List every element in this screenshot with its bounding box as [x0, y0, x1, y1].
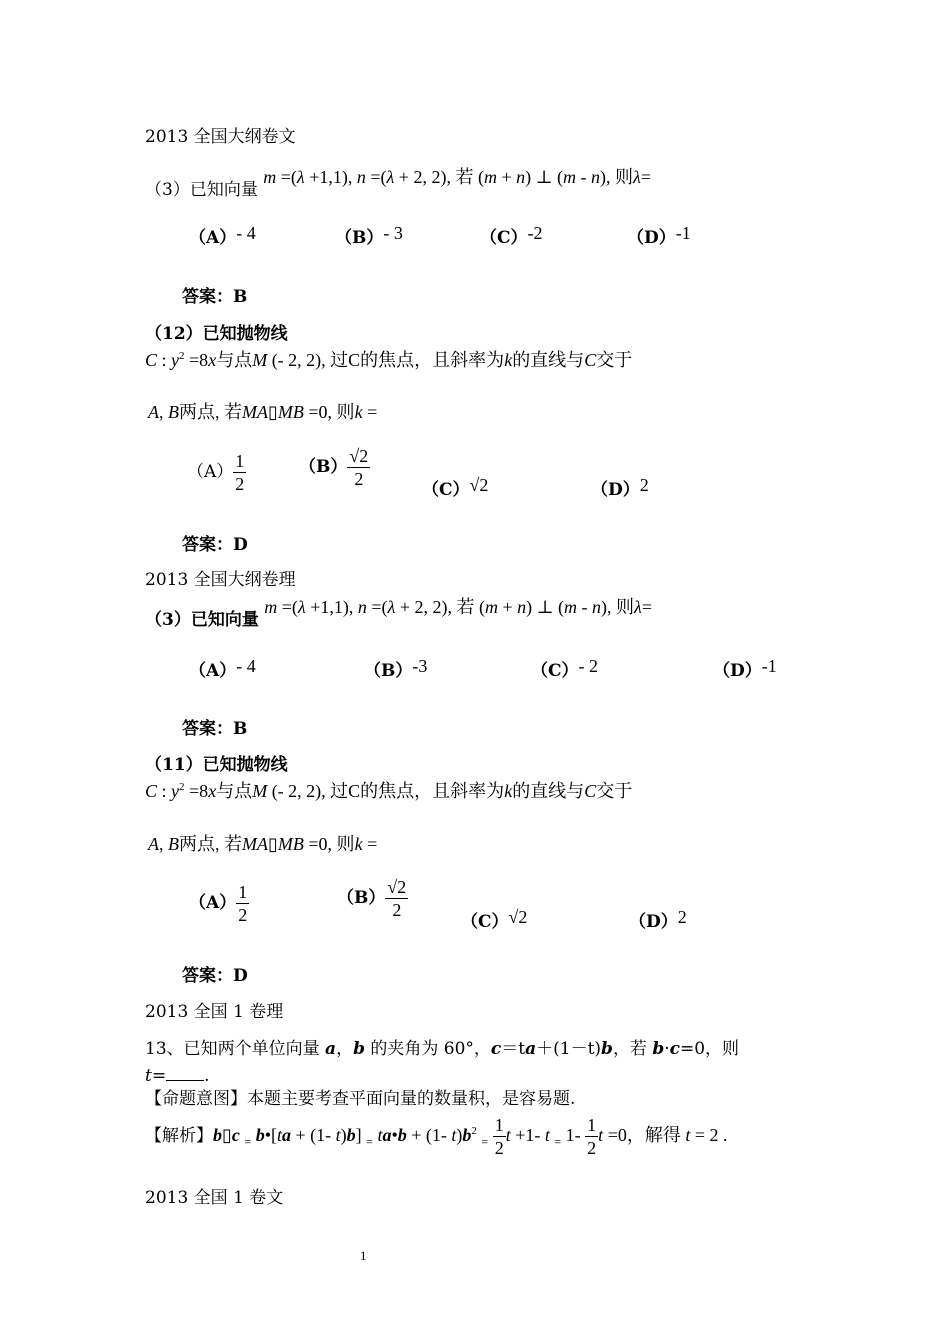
- question-13: 13、已知两个单位向量 a，b 的夹角为 60°，c＝ta＋(1－t)b，若 b·c=0，则: [145, 1039, 740, 1059]
- solution-label: 【解析】: [145, 1126, 213, 1146]
- question-math: m =(λ +1,1), n =(λ + 2, 2), 若 (m + n) ⊥ (m - n), 则λ=: [263, 167, 651, 187]
- question-12-line1: C : $y^2 =8x$与点M (- 2, 2), 过C的焦点，且斜率为k的直线与C交于: [145, 350, 633, 370]
- solution-math: b▯c $_=$ b•[ta + (1- t)b] $_=$ ta•b + (1- $t)b^2$ $_=$ $\frac{1}{2}$ t +1- t $_=$ 1- $\frac{1}{2}$ t =0，解得 t = 2 .: [213, 1115, 728, 1158]
- option-d: （D）-1: [713, 656, 777, 681]
- option-d: （D）2: [591, 475, 649, 500]
- answer: 答案：B: [182, 719, 248, 739]
- question-label: （3）已知向量: [145, 610, 259, 630]
- option-a: （A） $\frac{1}{2}$: [189, 882, 248, 925]
- option-c: （C）-2: [480, 223, 543, 248]
- question-math: m =(λ +1,1), n =(λ + 2, 2), 若 (m + n) ⊥ (m - n), 则λ=: [264, 597, 652, 617]
- question-11-line2: A, B两点, 若MA▯MB =0, 则k =: [148, 834, 378, 854]
- option-c: （C）- 2: [531, 656, 599, 681]
- option-b: （B） $\frac{√2}{2}$: [299, 446, 369, 489]
- section-title: 2013 全国大纲卷理: [145, 570, 296, 590]
- option-b: （B）-3: [364, 656, 428, 681]
- option-c: （C）√2: [422, 475, 489, 500]
- question-3: [145, 597, 652, 630]
- question-11-line1: C : $y^2 =8x$与点M (- 2, 2), 过C的焦点，且斜率为k的直线与C交于: [145, 781, 633, 801]
- answer: 答案：D: [182, 535, 248, 555]
- answer: 答案：B: [182, 287, 248, 307]
- section-title: 2013 全国 1 卷理: [145, 1002, 284, 1022]
- question-13-blank: t= .: [145, 1066, 210, 1086]
- question-12-line2: A, B两点, 若MA▯MB =0, 则k =: [148, 402, 378, 422]
- option-a: （A）- 4: [189, 656, 256, 681]
- option-b: （B）- 3: [335, 223, 403, 248]
- intent: 【命题意图】本题主要考查平面向量的数量积，是容易题.: [145, 1089, 576, 1109]
- answer: 答案：D: [182, 966, 248, 986]
- option-c: （C）√2: [461, 907, 528, 932]
- question-12-label: （12）已知抛物线: [145, 324, 288, 344]
- question-3: [145, 167, 651, 200]
- option-b: （B） $\frac{√2}{2}$: [337, 877, 407, 920]
- option-d: （D）2: [629, 907, 687, 932]
- section-title: 2013 全国大纲卷文: [145, 127, 296, 147]
- option-a: （A）- 4: [189, 223, 256, 248]
- page-number: 1: [360, 1248, 367, 1263]
- question-label: （3）已知向量: [145, 180, 258, 200]
- option-a: （A） $\frac{1}{2}$: [187, 451, 245, 494]
- section-title: 2013 全国 1 卷文: [145, 1188, 284, 1208]
- solution: [145, 1116, 728, 1157]
- question-11-label: （11）已知抛物线: [145, 755, 288, 775]
- option-d: （D）-1: [627, 223, 691, 248]
